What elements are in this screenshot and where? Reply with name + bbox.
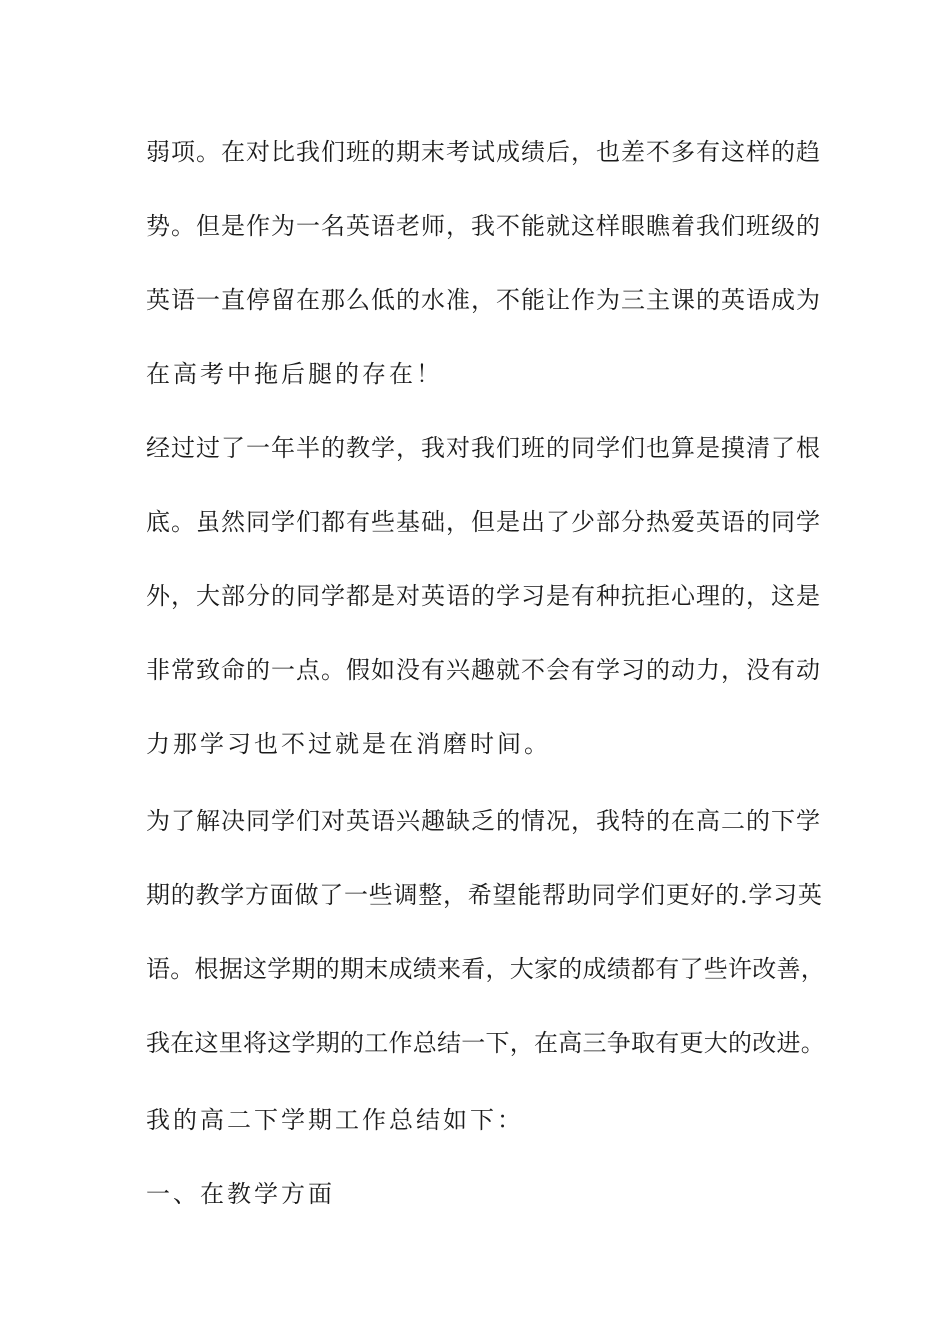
text-line: 弱项。在对比我们班的期末考试成绩后，也差不多有这样的趋 bbox=[146, 138, 821, 166]
text-line: 期的教学方面做了一些调整，希望能帮助同学们更好的.学习英 bbox=[146, 881, 823, 909]
text-line: 经过过了一年半的教学，我对我们班的同学们也算是摸清了根 bbox=[146, 434, 821, 462]
text-line: 力那学习也不过就是在消磨时间。 bbox=[146, 730, 551, 758]
text-line: 在高考中拖后腿的存在！ bbox=[146, 360, 443, 388]
text-line: 我在这里将这学期的工作总结一下，在高三争取有更大的改进。 bbox=[146, 1029, 825, 1057]
text-line: 英语一直停留在那么低的水准，不能让作为三主课的英语成为 bbox=[146, 286, 821, 314]
section-heading: 一、在教学方面 bbox=[146, 1180, 335, 1208]
text-line: 我的高二下学期工作总结如下： bbox=[146, 1106, 524, 1134]
text-line: 势。但是作为一名英语老师，我不能就这样眼瞧着我们班级的 bbox=[146, 212, 821, 240]
text-line: 非常致命的一点。假如没有兴趣就不会有学习的动力，没有动 bbox=[146, 656, 821, 684]
text-line: 为了解决同学们对英语兴趣缺乏的情况，我特的在高二的下学 bbox=[146, 807, 821, 835]
text-line: 底。虽然同学们都有些基础，但是出了少部分热爱英语的同学 bbox=[146, 508, 821, 536]
text-line: 外，大部分的同学都是对英语的学习是有种抗拒心理的，这是 bbox=[146, 582, 821, 610]
text-line: 语。根据这学期的期末成绩来看，大家的成绩都有了些许改善， bbox=[146, 955, 825, 983]
